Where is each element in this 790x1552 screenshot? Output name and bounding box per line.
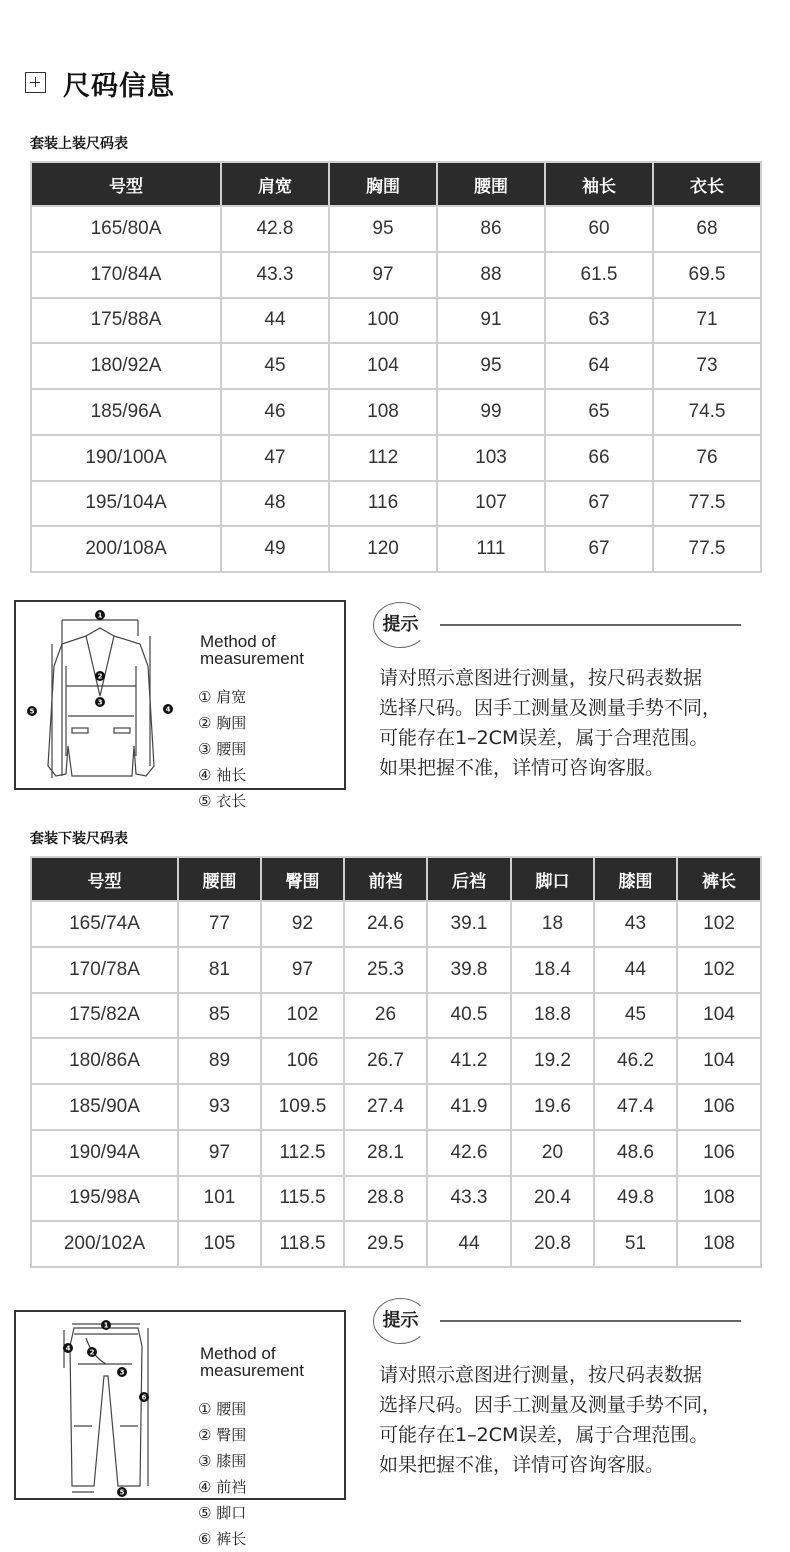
table-cell: 43 <box>594 901 677 947</box>
tip-badge: 提示 <box>373 1298 428 1344</box>
table-cell: 48 <box>221 481 329 527</box>
table-row <box>31 526 761 572</box>
table-cell: 102 <box>677 947 761 993</box>
table-cell: 106 <box>677 1130 761 1176</box>
table-cell: 91 <box>437 298 545 344</box>
marker-3: 3 <box>119 1368 125 1377</box>
table-cell: 109.5 <box>261 1084 344 1130</box>
table-cell: 41.2 <box>427 1038 511 1084</box>
tip-line-text: 选择尺码。因手工测量及测量手势不同， <box>379 1394 722 1416</box>
diagram-legend <box>198 1396 344 1552</box>
table-cell: 104 <box>329 343 437 389</box>
table-cell: 18.8 <box>511 993 594 1039</box>
method-line-2: measurement <box>200 1361 304 1380</box>
table-header-row <box>31 857 761 901</box>
table-cell: 116 <box>329 481 437 527</box>
legend-item: ③ 膝围 <box>198 1452 247 1470</box>
legend-item: ④ 袖长 <box>198 766 247 784</box>
tip-text <box>379 663 779 783</box>
divider <box>440 624 741 626</box>
table-cell: 120 <box>329 526 437 572</box>
table-row <box>31 947 761 993</box>
table-cell: 108 <box>677 1221 761 1267</box>
table-cell: 165/74A <box>31 901 178 947</box>
top-table-label: 套装上装尺码表 <box>30 136 128 152</box>
table-cell: 45 <box>594 993 677 1039</box>
table-cell: 170/84A <box>31 252 221 298</box>
column-header: 臀围 <box>261 857 344 901</box>
table-cell: 42.8 <box>221 206 329 252</box>
column-header: 腰围 <box>437 162 545 206</box>
table-cell: 48.6 <box>594 1130 677 1176</box>
table-cell: 20 <box>511 1130 594 1176</box>
column-header: 胸围 <box>329 162 437 206</box>
table-cell: 95 <box>437 343 545 389</box>
column-header: 衣长 <box>653 162 761 206</box>
table-cell: 40.5 <box>427 993 511 1039</box>
table-cell: 63 <box>545 298 653 344</box>
table-cell: 100 <box>329 298 437 344</box>
jacket-measurement-diagram <box>14 600 346 810</box>
trousers-outline-icon <box>26 1316 198 1496</box>
table-cell: 200/108A <box>31 526 221 572</box>
table-cell: 51 <box>594 1221 677 1267</box>
table-cell: 74.5 <box>653 389 761 435</box>
table-cell: 46 <box>221 389 329 435</box>
table-cell: 41.9 <box>427 1084 511 1130</box>
marker-1: 1 <box>97 611 103 620</box>
table-cell: 118.5 <box>261 1221 344 1267</box>
column-header: 后裆 <box>427 857 511 901</box>
table-cell: 77.5 <box>653 526 761 572</box>
table-cell: 195/98A <box>31 1176 178 1222</box>
legend-item: ③ 腰围 <box>198 740 247 758</box>
table-row <box>31 252 761 298</box>
table-cell: 24.6 <box>344 901 427 947</box>
jacket-outline-icon <box>26 606 198 786</box>
table-cell: 108 <box>329 389 437 435</box>
legend-item: ① 肩宽 <box>198 688 247 706</box>
legend-item: ⑤ 衣长 <box>198 792 247 810</box>
marker-1: 1 <box>103 1321 109 1330</box>
table-cell: 190/94A <box>31 1130 178 1176</box>
bottom-size-table <box>30 856 762 1268</box>
table-cell: 66 <box>545 435 653 481</box>
legend-item: ⑥ 裤长 <box>198 1530 247 1548</box>
legend-item: ⑤ 脚口 <box>198 1504 247 1522</box>
column-header: 裤长 <box>677 857 761 901</box>
table-cell: 68 <box>653 206 761 252</box>
table-cell: 101 <box>178 1176 261 1222</box>
table-cell: 112 <box>329 435 437 481</box>
table-cell: 77.5 <box>653 481 761 527</box>
table-cell: 103 <box>437 435 545 481</box>
table-cell: 111 <box>437 526 545 572</box>
table-cell: 19.2 <box>511 1038 594 1084</box>
table-row <box>31 1038 761 1084</box>
table-cell: 42.6 <box>427 1130 511 1176</box>
table-cell: 185/90A <box>31 1084 178 1130</box>
table-cell: 77 <box>178 901 261 947</box>
column-header: 腰围 <box>178 857 261 901</box>
marker-2: 2 <box>89 1348 95 1357</box>
table-row <box>31 206 761 252</box>
table-row <box>31 481 761 527</box>
table-cell: 20.8 <box>511 1221 594 1267</box>
table-cell: 108 <box>677 1176 761 1222</box>
table-cell: 88 <box>437 252 545 298</box>
table-header-row <box>31 162 761 206</box>
table-cell: 28.8 <box>344 1176 427 1222</box>
table-cell: 18.4 <box>511 947 594 993</box>
table-cell: 25.3 <box>344 947 427 993</box>
marker-4: 4 <box>165 705 171 714</box>
table-cell: 43.3 <box>427 1176 511 1222</box>
column-header: 号型 <box>31 857 178 901</box>
table-cell: 115.5 <box>261 1176 344 1222</box>
table-cell: 93 <box>178 1084 261 1130</box>
table-cell: 97 <box>178 1130 261 1176</box>
table-cell: 71 <box>653 298 761 344</box>
table-cell: 170/78A <box>31 947 178 993</box>
table-cell: 190/100A <box>31 435 221 481</box>
column-header: 号型 <box>31 162 221 206</box>
method-line-1: Method of <box>200 632 276 651</box>
table-cell: 69.5 <box>653 252 761 298</box>
diagram-legend <box>198 684 344 814</box>
table-row <box>31 389 761 435</box>
tip-badge: 提示 <box>373 602 428 648</box>
marker-2: 2 <box>97 672 103 681</box>
bottom-table-label: 套装下装尺码表 <box>30 831 128 847</box>
table-cell: 65 <box>545 389 653 435</box>
table-cell: 29.5 <box>344 1221 427 1267</box>
method-line-2: measurement <box>200 649 304 668</box>
legend-item: ④ 前裆 <box>198 1478 247 1496</box>
table-cell: 105 <box>178 1221 261 1267</box>
table-cell: 43.3 <box>221 252 329 298</box>
column-header: 膝围 <box>594 857 677 901</box>
method-line-1: Method of <box>200 1344 276 1363</box>
tip-line-text: 选择尺码。因手工测量及测量手势不同， <box>379 697 722 719</box>
column-header: 脚口 <box>511 857 594 901</box>
table-cell: 49 <box>221 526 329 572</box>
tip-line-text: 请对照示意图进行测量，按尺码表数据 <box>379 1364 703 1386</box>
table-cell: 73 <box>653 343 761 389</box>
top-size-table <box>30 161 762 573</box>
table-cell: 46.2 <box>594 1038 677 1084</box>
method-of-measurement <box>200 1345 304 1379</box>
table-row <box>31 993 761 1039</box>
table-cell: 20.4 <box>511 1176 594 1222</box>
tip-line-text: 如果把握不准，详情可咨询客服。 <box>379 757 665 779</box>
table-cell: 86 <box>437 206 545 252</box>
marker-4: 4 <box>65 1344 71 1353</box>
legend-item: ② 胸围 <box>198 714 247 732</box>
table-cell: 175/82A <box>31 993 178 1039</box>
table-row <box>31 1084 761 1130</box>
table-cell: 26.7 <box>344 1038 427 1084</box>
table-cell: 26 <box>344 993 427 1039</box>
table-cell: 102 <box>677 901 761 947</box>
table-cell: 107 <box>437 481 545 527</box>
table-cell: 89 <box>178 1038 261 1084</box>
marker-5: 5 <box>29 707 35 716</box>
table-cell: 76 <box>653 435 761 481</box>
table-cell: 95 <box>329 206 437 252</box>
table-cell: 28.1 <box>344 1130 427 1176</box>
table-cell: 102 <box>261 993 344 1039</box>
column-header: 肩宽 <box>221 162 329 206</box>
marker-5: 5 <box>119 1488 125 1497</box>
table-row <box>31 1130 761 1176</box>
table-cell: 97 <box>329 252 437 298</box>
table-cell: 112.5 <box>261 1130 344 1176</box>
column-header: 袖长 <box>545 162 653 206</box>
table-cell: 64 <box>545 343 653 389</box>
table-cell: 104 <box>677 993 761 1039</box>
table-row <box>31 343 761 389</box>
table-cell: 44 <box>427 1221 511 1267</box>
page-title: 尺码信息 <box>63 71 175 102</box>
table-cell: 92 <box>261 901 344 947</box>
tip-line-text: 可能存在1–2CM误差，属于合理范围。 <box>379 727 709 749</box>
table-cell: 185/96A <box>31 389 221 435</box>
table-cell: 67 <box>545 526 653 572</box>
table-cell: 19.6 <box>511 1084 594 1130</box>
tip-line-text: 请对照示意图进行测量，按尺码表数据 <box>379 667 703 689</box>
table-cell: 106 <box>261 1038 344 1084</box>
trousers-measurement-diagram <box>14 1310 346 1548</box>
table-cell: 39.8 <box>427 947 511 993</box>
tip-line-text: 可能存在1–2CM误差，属于合理范围。 <box>379 1424 709 1446</box>
table-cell: 104 <box>677 1038 761 1084</box>
table-cell: 165/80A <box>31 206 221 252</box>
table-cell: 180/86A <box>31 1038 178 1084</box>
table-row <box>31 1221 761 1267</box>
table-cell: 44 <box>221 298 329 344</box>
table-row <box>31 298 761 344</box>
tip-text <box>379 1360 779 1480</box>
plus-square-icon <box>25 72 46 93</box>
divider <box>440 1320 741 1322</box>
table-cell: 49.8 <box>594 1176 677 1222</box>
table-cell: 47 <box>221 435 329 481</box>
table-cell: 195/104A <box>31 481 221 527</box>
table-row <box>31 435 761 481</box>
table-cell: 47.4 <box>594 1084 677 1130</box>
table-cell: 45 <box>221 343 329 389</box>
table-cell: 27.4 <box>344 1084 427 1130</box>
table-cell: 44 <box>594 947 677 993</box>
table-cell: 61.5 <box>545 252 653 298</box>
table-cell: 85 <box>178 993 261 1039</box>
tip-line-text: 如果把握不准，详情可咨询客服。 <box>379 1454 665 1476</box>
column-header: 前裆 <box>344 857 427 901</box>
marker-6: 6 <box>141 1393 147 1402</box>
table-cell: 180/92A <box>31 343 221 389</box>
table-cell: 18 <box>511 901 594 947</box>
table-cell: 39.1 <box>427 901 511 947</box>
table-cell: 60 <box>545 206 653 252</box>
legend-item: ① 腰围 <box>198 1400 247 1418</box>
table-cell: 175/88A <box>31 298 221 344</box>
table-row <box>31 901 761 947</box>
table-cell: 67 <box>545 481 653 527</box>
legend-item: ② 臀围 <box>198 1426 247 1444</box>
table-cell: 97 <box>261 947 344 993</box>
method-of-measurement <box>200 633 304 667</box>
table-cell: 106 <box>677 1084 761 1130</box>
table-row <box>31 1176 761 1222</box>
table-cell: 99 <box>437 389 545 435</box>
table-cell: 200/102A <box>31 1221 178 1267</box>
table-cell: 81 <box>178 947 261 993</box>
marker-3: 3 <box>97 698 103 707</box>
